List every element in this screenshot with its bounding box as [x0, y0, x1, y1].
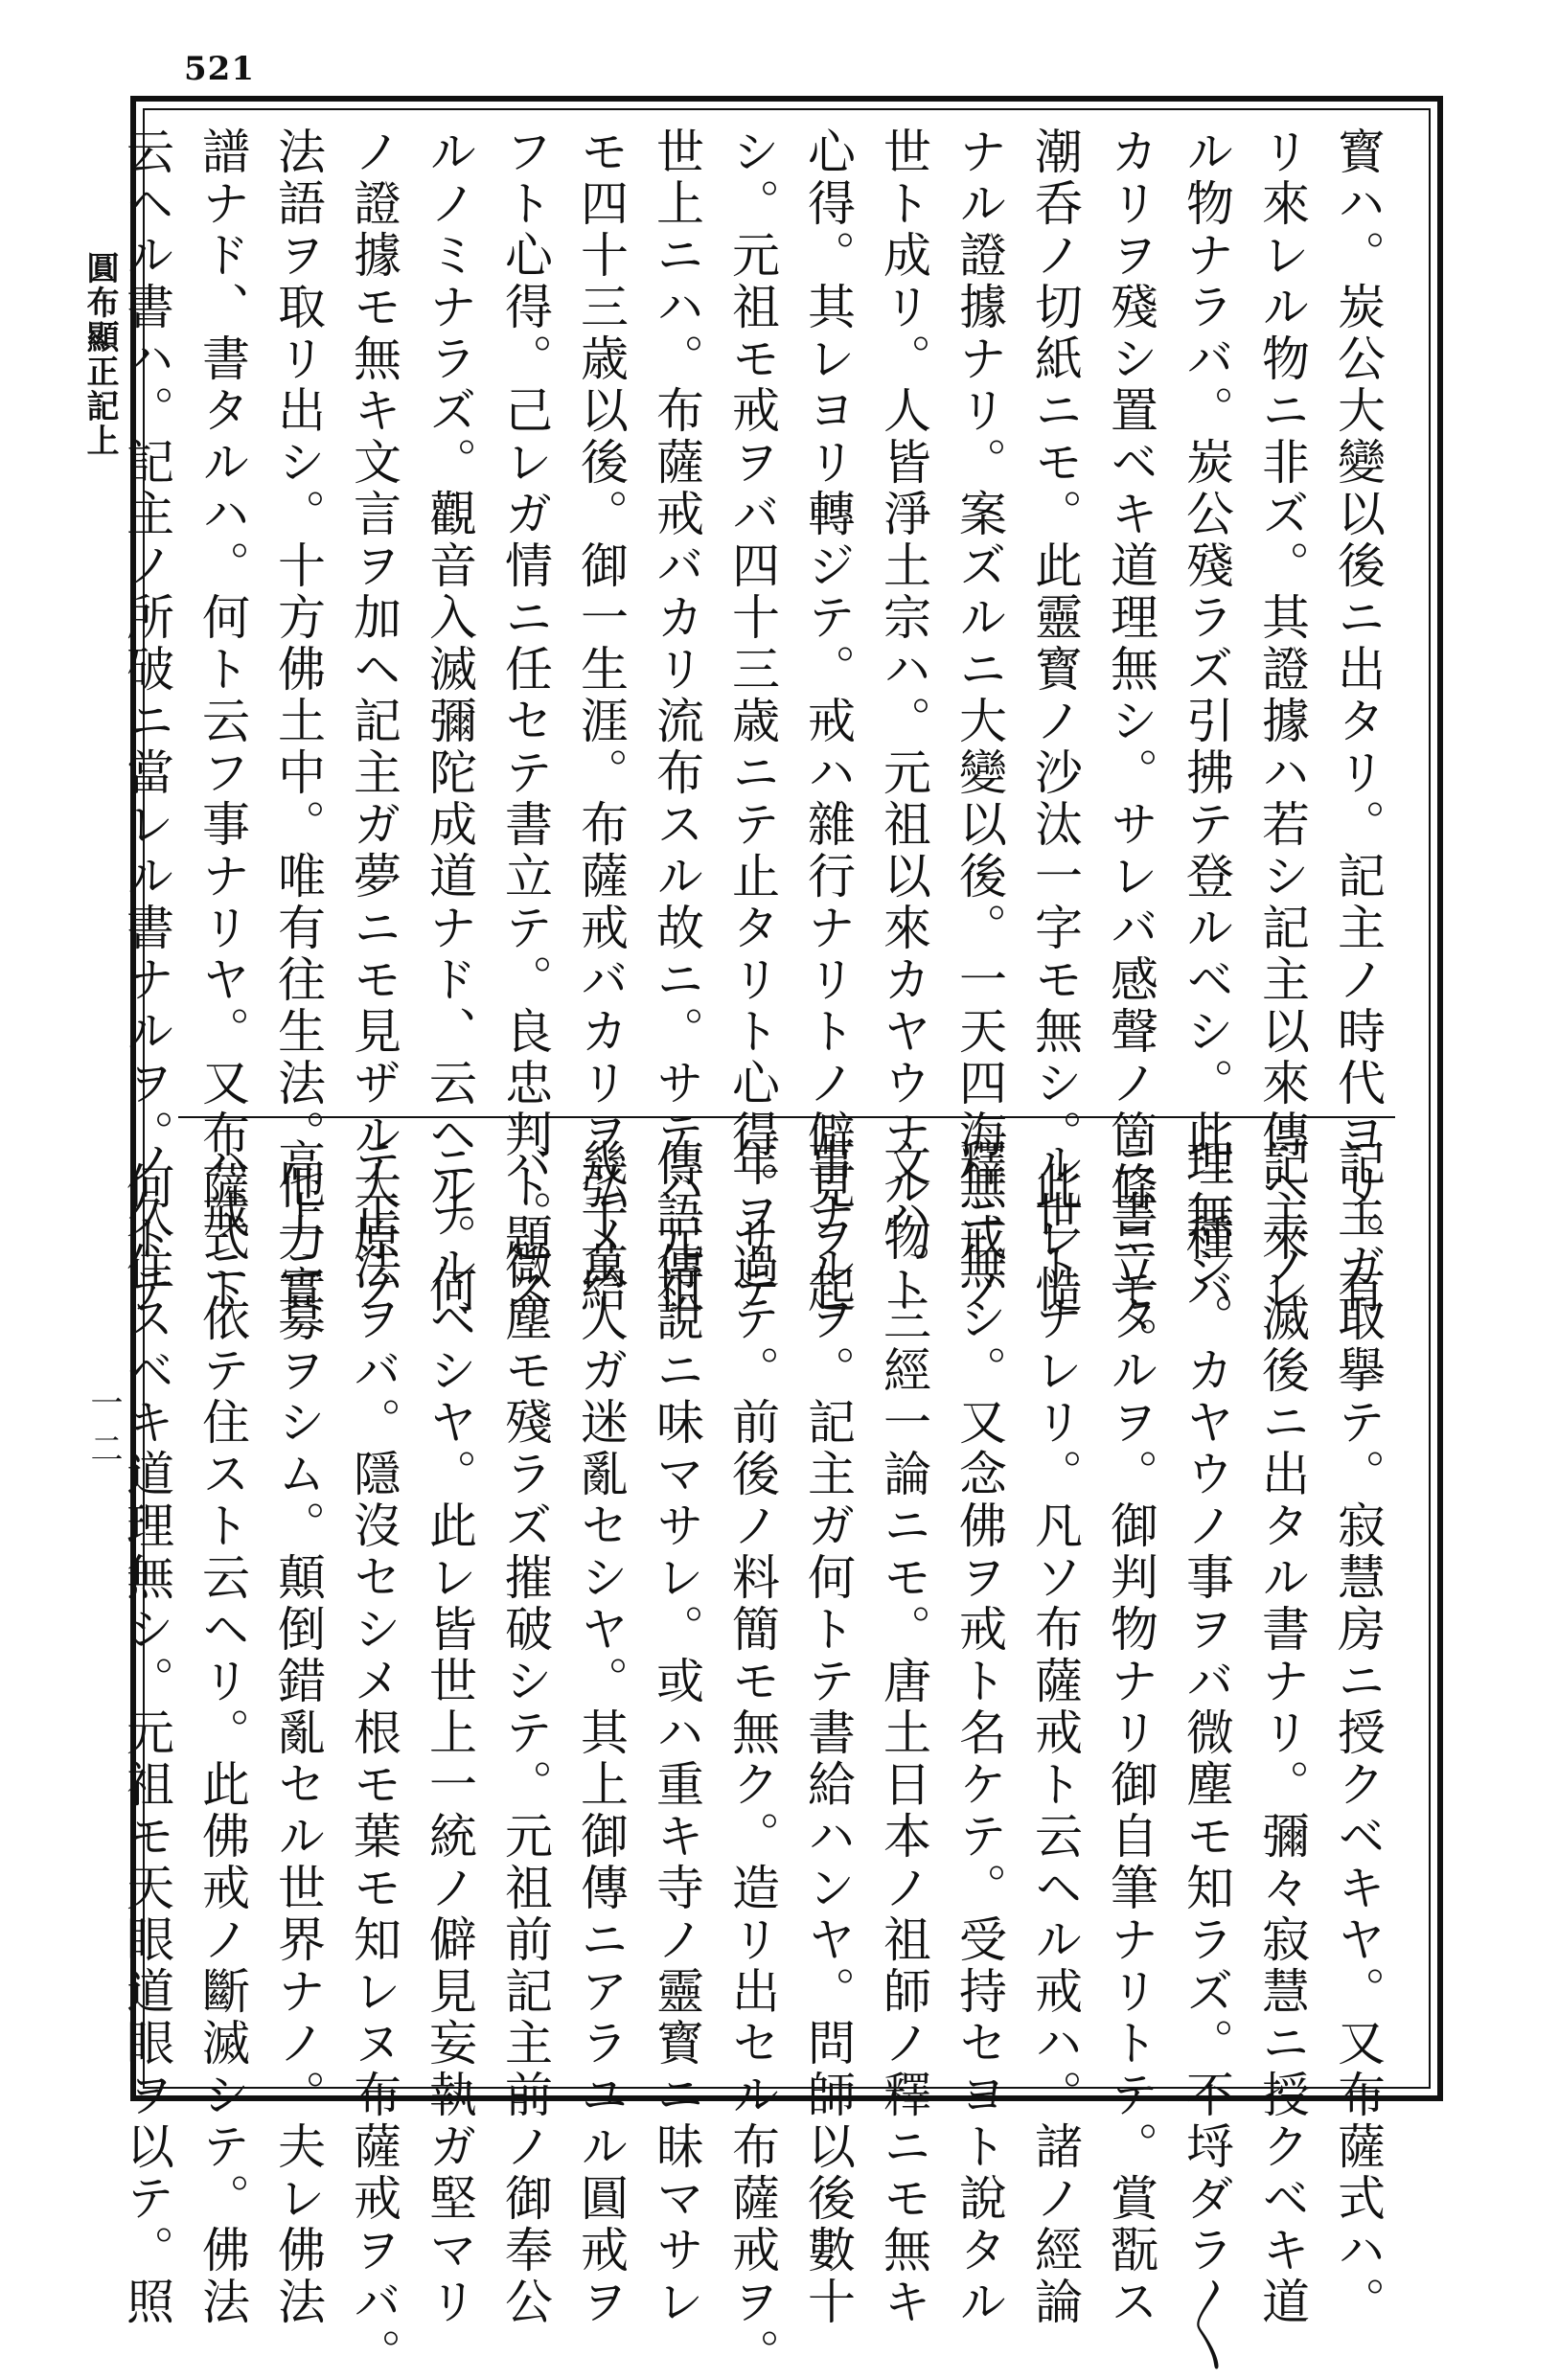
text-column: 幾千萬人ガ迷亂セシヤ。其上御傳ニアラユル圓戒ヲ [573, 1138, 629, 2328]
lower-text-block [119, 1138, 1395, 2380]
text-column: バ。微塵モ殘ラズ摧破シテ。元祖前記主前ノ御奉公 [497, 1138, 553, 2328]
text-column: フト心得。己レガ情ニ任セテ書立テ。良忠判ト題ス [497, 126, 553, 1316]
text-column: 記主ガ取擧テ。寂慧房ニ授クベキヤ。又布薩式ハ。 [1330, 1138, 1386, 2328]
text-column: ナル證據ナリ。案ズルニ大變以後。一天四海無戒ノ [951, 126, 1007, 1316]
text-column: ニ書立タルヲ。御判物ナリ御自筆ナリトテ。賞翫ス [1103, 1138, 1158, 2328]
text-column: 法語ヲ取リ出シ。十方佛土中。唯有往生法。他力實 [270, 126, 326, 1316]
text-column: ル物ナラバ。炭公殘ラズ引拂テ登ルベシ。此二種バ [1179, 126, 1234, 1316]
text-column: シ。元祖モ戒ヲバ四十三歳ニテ止タリト心得。サテ [724, 126, 780, 1316]
text-column: ニナルベシヤ。此レ皆世上一統ノ僻見妄執ガ堅マリ [422, 1138, 477, 2328]
text-column: 譜ナド、書タルハ。何ト云フ事ナリヤ。又布薩式ト [195, 126, 250, 1316]
text-column: ノ久住スベキ道理無シ。元祖モ天眼道眼ヲ以テ。照 [119, 1138, 174, 2328]
text-column: モ四十三歳以後。御一生涯。布薩戒バカリヲ弘メ給 [573, 126, 629, 1316]
upper-text-block [119, 126, 1395, 1368]
text-column: 文ハ。三經一論ニモ。唐土日本ノ祖師ノ釋ニモ無キ [876, 1138, 931, 2328]
text-column: 心得。其レヨリ轉ジテ。戒ハ雜行ナリトノ僻見ヲ起 [800, 126, 856, 1316]
text-column: テ正法ヲバ。隱沒セシメ根モ葉モ知レヌ布薩戒ヲバ。 [346, 1138, 401, 2380]
text-column: 事ナルヲ。記主ガ何トテ書給ハンヤ。問師以後數十 [800, 1138, 856, 2328]
text-column: リ來レル物ニ非ズ。其證據ハ若シ記主以來傳ヘ來レ [1254, 126, 1310, 1316]
page-number: 521 [184, 50, 255, 88]
text-column: 釋ニ無シ。又念佛ヲ戒ト名ケテ。受持セヨト說タル [951, 1138, 1007, 2328]
text-column: ルノミナラズ。觀音入滅彌陀成道ナド、云ヘル。何 [422, 126, 477, 1316]
text-column: ノ證據モ無キ文言ヲ加ヘ記主ガ夢ニモ見ザル大原ノ [346, 126, 401, 1316]
text-column: 高上ニ募ヲシム。顛倒錯亂セル世界ナノ。夫レ佛法 [270, 1138, 326, 2328]
text-column: 理無シ。カヤウノ事ヲバ微塵モ知ラズ。不埒ダラ〳〵 [1179, 1138, 1234, 2376]
text-column: 寳ハ。炭公大變以後ニ出タリ。記主ノ時代ヨリ。有 [1330, 126, 1386, 1316]
running-title: 圓布顯正記上 [80, 251, 119, 458]
text-column: 世上ニハ。布薩戒バカリ流布スル故ニ。サテハ元祖 [649, 126, 704, 1316]
text-column: カリヲ殘シ置ベキ道理無シ。サレバ感聲ノ箇條ニモ。 [1103, 126, 1158, 1368]
text-column: 年ヲ過テ。前後ノ料簡モ無ク。造リ出セル布薩戒ヲ。 [724, 1138, 780, 2380]
text-column: ハ戒ニ依テ住スト云ヘリ。此佛戒ノ斷滅シテ。佛法 [195, 1138, 250, 2328]
text-column: 世ト成リ。人皆淨土宗ハ。元祖以來カヤウナル物ト [876, 126, 931, 1316]
text-column: 云ヘル書ハ。記主ノ所破ニ當レル書ナルヲ。何トテ [119, 126, 174, 1316]
text-column: 潮呑ノ切紙ニモ。此靈寳ノ沙汰一字モ無シ。此レ慥 [1027, 126, 1083, 1316]
text-column: 傳語傳說ニ味マサレ。或ハ重キ寺ノ靈寳ニ昧マサレ [649, 1138, 704, 2328]
folio-number: 一二 [84, 1385, 123, 1477]
text-column: 記主ノ滅後ニ出タル書ナリ。彌々寂慧ニ授クベキ道 [1254, 1138, 1310, 2328]
text-column: ル世トナレリ。凡ソ布薩戒ト云ヘル戒ハ。諸ノ經論 [1027, 1138, 1083, 2328]
